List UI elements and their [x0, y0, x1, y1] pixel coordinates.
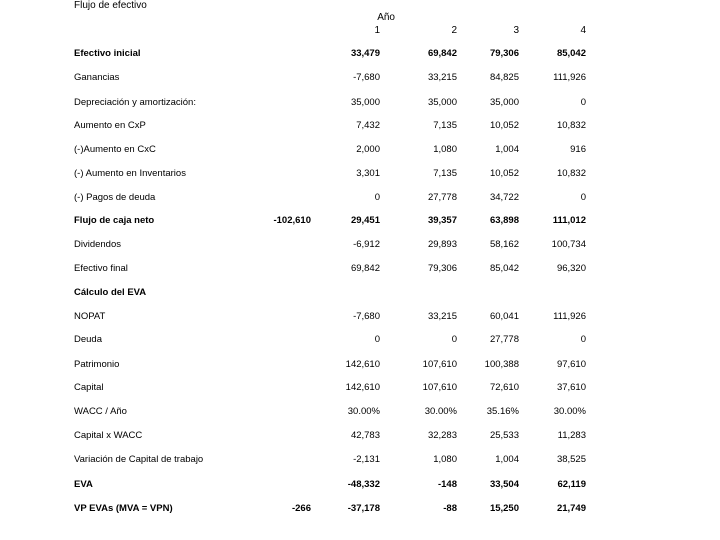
cell-year-4: 916: [570, 144, 586, 155]
table-row: [0, 406, 720, 420]
row-label: Deuda: [74, 334, 102, 345]
year-header-1: 1: [374, 25, 380, 36]
table-row: [0, 287, 720, 301]
cell-year-4: 30.00%: [553, 406, 586, 417]
cell-year-2: -148: [437, 479, 457, 490]
cell-year-2: 107,610: [422, 382, 457, 393]
table-row: [0, 144, 720, 158]
cell-year-4: 96,320: [556, 263, 586, 274]
table-row: [0, 334, 720, 348]
cell-year-1: 35,000: [350, 97, 380, 108]
cell-year-3: 72,610: [489, 382, 519, 393]
row-label: Patrimonio: [74, 359, 120, 370]
row-label: NOPAT: [74, 311, 106, 322]
cell-year-3: 27,778: [489, 334, 519, 345]
cell-year-1: -37,178: [347, 503, 380, 514]
cell-year-4: 37,610: [556, 382, 586, 393]
cell-year-1: -2,131: [353, 454, 380, 465]
cell-year-1: 0: [374, 334, 380, 345]
table-row: [0, 503, 720, 517]
cell-year-3: 1,004: [495, 144, 519, 155]
cell-year-2: -88: [443, 503, 457, 514]
cell-year-3: 58,162: [489, 239, 519, 250]
cell-year-4: 100,734: [551, 239, 586, 250]
cell-year-4: 0: [580, 97, 586, 108]
cell-year-3: 33,504: [489, 479, 519, 490]
table-row: [0, 311, 720, 325]
cell-year-3: 10,052: [489, 120, 519, 131]
table-row: [0, 120, 720, 134]
cell-year-3: 15,250: [489, 503, 519, 514]
year-header-4: 4: [580, 25, 586, 36]
cell-year-3: 63,898: [489, 215, 519, 226]
row-label: Cálculo del EVA: [74, 287, 147, 298]
table-row: [0, 215, 720, 229]
table-row: [0, 168, 720, 182]
cell-year-4: 111,926: [553, 72, 586, 83]
cell-year-1: 30.00%: [347, 406, 380, 417]
year-header-2: 2: [451, 25, 457, 36]
cell-year-2: 33,215: [427, 311, 457, 322]
row-label: Flujo de caja neto: [74, 215, 155, 226]
year-header-3: 3: [513, 25, 519, 36]
cell-year-0: -102,610: [273, 215, 311, 226]
table-row: [0, 454, 720, 468]
cell-year-4: 111,926: [553, 311, 586, 322]
cell-year-4: 0: [580, 192, 586, 203]
row-label: Capital: [74, 382, 104, 393]
row-label: (-) Aumento en Inventarios: [74, 168, 186, 179]
cell-year-1: -48,332: [347, 479, 380, 490]
cell-year-1: 33,479: [350, 48, 380, 59]
row-label: VP EVAs (MVA = VPN): [74, 503, 173, 514]
cell-year-1: 2,000: [356, 144, 380, 155]
cell-year-3: 84,825: [489, 72, 519, 83]
table-row: [0, 97, 720, 111]
table-row: [0, 430, 720, 444]
table-row: [0, 479, 720, 493]
cell-year-2: 33,215: [427, 72, 457, 83]
row-label: Depreciación y amortización:: [74, 97, 196, 108]
cell-year-2: 79,306: [427, 263, 457, 274]
cell-year-4: 11,283: [557, 430, 586, 441]
row-label: (-) Pagos de deuda: [74, 192, 156, 203]
row-label: Capital x WACC: [74, 430, 143, 441]
cell-year-0: -266: [291, 503, 311, 514]
cell-year-2: 1,080: [433, 454, 457, 465]
row-label: Aumento en CxP: [74, 120, 146, 131]
cell-year-2: 107,610: [422, 359, 457, 370]
cell-year-1: 42,783: [350, 430, 380, 441]
cell-year-2: 7,135: [433, 168, 457, 179]
cell-year-2: 29,893: [427, 239, 457, 250]
cell-year-2: 7,135: [433, 120, 457, 131]
table-row: [0, 48, 720, 62]
cell-year-4: 97,610: [556, 359, 586, 370]
row-label: Efectivo inicial: [74, 48, 141, 59]
row-label: WACC / Año: [74, 406, 127, 417]
cell-year-2: 1,080: [433, 144, 457, 155]
table-row: [0, 382, 720, 396]
cell-year-3: 35.16%: [486, 406, 519, 417]
cell-year-4: 38,525: [556, 454, 586, 465]
cell-year-3: 79,306: [489, 48, 519, 59]
cell-year-4: 10,832: [556, 168, 586, 179]
cell-year-2: 27,778: [427, 192, 457, 203]
table-row: [0, 192, 720, 206]
row-label: (-)Aumento en CxC: [74, 144, 156, 155]
cell-year-4: 21,749: [556, 503, 586, 514]
cell-year-1: 142,610: [345, 359, 380, 370]
cell-year-4: 62,119: [557, 479, 586, 490]
cell-year-2: 39,357: [427, 215, 457, 226]
cell-year-3: 25,533: [489, 430, 519, 441]
table-row: [0, 359, 720, 373]
cell-year-1: 142,610: [345, 382, 380, 393]
cell-year-1: 29,451: [350, 215, 380, 226]
cell-year-1: -6,912: [353, 239, 380, 250]
cell-year-1: -7,680: [353, 311, 380, 322]
row-label: Variación de Capital de trabajo: [74, 454, 204, 465]
row-label: Dividendos: [74, 239, 121, 250]
cell-year-1: 3,301: [356, 168, 380, 179]
table-row: [0, 263, 720, 277]
cell-year-2: 32,283: [427, 430, 457, 441]
row-label: EVA: [74, 479, 93, 490]
cell-year-3: 100,388: [484, 359, 519, 370]
cell-year-2: 35,000: [427, 97, 457, 108]
cell-year-1: -7,680: [353, 72, 380, 83]
cell-year-2: 30.00%: [424, 406, 457, 417]
cell-year-4: 0: [580, 334, 586, 345]
cell-year-3: 34,722: [489, 192, 519, 203]
cell-year-1: 69,842: [350, 263, 380, 274]
row-label: Efectivo final: [74, 263, 128, 274]
cell-year-2: 0: [451, 334, 457, 345]
cell-year-4: 111,012: [552, 215, 586, 226]
cell-year-4: 85,042: [556, 48, 586, 59]
cell-year-3: 85,042: [489, 263, 519, 274]
year-label: Año: [377, 12, 395, 23]
cell-year-3: 1,004: [495, 454, 519, 465]
cell-year-4: 10,832: [556, 120, 586, 131]
cell-year-3: 10,052: [489, 168, 519, 179]
cell-year-1: 7,432: [356, 120, 380, 131]
cell-year-3: 60,041: [489, 311, 519, 322]
sheet-title: Flujo de efectivo: [74, 0, 147, 11]
cell-year-1: 0: [374, 192, 380, 203]
table-row: [0, 239, 720, 253]
table-row: [0, 72, 720, 86]
row-label: Ganancias: [74, 72, 120, 83]
cell-year-2: 69,842: [427, 48, 457, 59]
cell-year-3: 35,000: [489, 97, 519, 108]
